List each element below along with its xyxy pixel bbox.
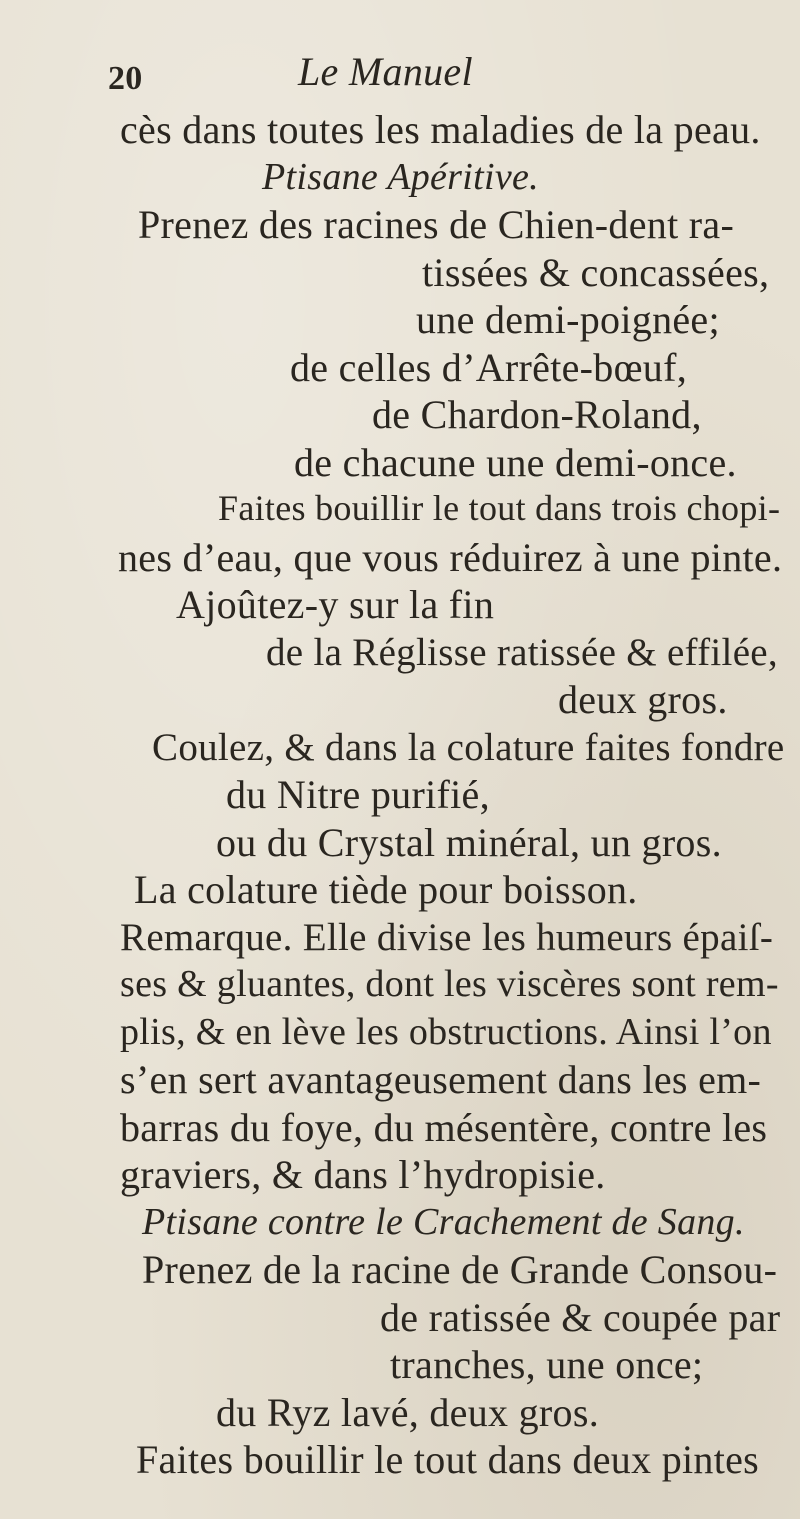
text-line: barras du foye, du mésentère, contre les <box>120 1104 768 1150</box>
text-line: une demi-poignée; <box>416 297 720 342</box>
text-line: tissées & concassées, <box>422 249 770 295</box>
section-heading: Ptisane Apéritive. <box>262 155 539 198</box>
text-line: plis, & en lève les obstructions. Ainsi l’on <box>120 1010 772 1053</box>
text-line: ou du Crystal minéral, un gros. <box>216 819 722 865</box>
text-line: Coulez, & dans la colature faites fondre <box>152 725 785 769</box>
text-line: Prenez des racines de Chien-dent ra- <box>138 202 735 247</box>
text-line: s’en sert avantageusement dans les em- <box>120 1057 762 1102</box>
running-title: Le Manuel <box>298 49 473 94</box>
text-line: nes d’eau, que vous réduirez à une pinte. <box>118 534 783 580</box>
text-line: de la Réglisse ratissée & effilée, <box>266 630 778 674</box>
text-line: du Ryz lavé, deux gros. <box>216 1389 599 1435</box>
text-line: Remarque. Elle divise les humeurs épaiſ- <box>120 915 774 959</box>
text-line: Prenez de la racine de Grande Consou- <box>142 1247 778 1292</box>
text-line: La colature tiède pour boisson. <box>134 867 638 912</box>
text-line: Ajoûtez-y sur la fin <box>176 582 495 627</box>
text-line: deux gros. <box>558 677 728 722</box>
text-line: de celles d’Arrête-bœuf, <box>290 344 688 390</box>
text-line: du Nitre purifié, <box>226 772 490 817</box>
text-line: graviers, & dans l’hydropisie. <box>120 1152 606 1197</box>
page-number: 20 <box>108 60 143 97</box>
text-line: de Chardon-Roland, <box>372 392 702 437</box>
text-line: Faites bouillir le tout dans trois chopi- <box>218 488 781 528</box>
text-line: cès dans toutes les maladies de la peau. <box>120 107 761 152</box>
section-heading: Ptisane contre le Crachement de Sang. <box>142 1200 745 1243</box>
text-line: Faites bouillir le tout dans deux pintes <box>136 1437 760 1482</box>
text-line: de chacune une demi-once. <box>294 439 737 485</box>
text-line: de ratissée & coupée par <box>380 1294 781 1340</box>
text-line: tranches, une once; <box>390 1342 704 1387</box>
text-line: ses & gluantes, dont les viscères sont rem- <box>120 963 779 1005</box>
